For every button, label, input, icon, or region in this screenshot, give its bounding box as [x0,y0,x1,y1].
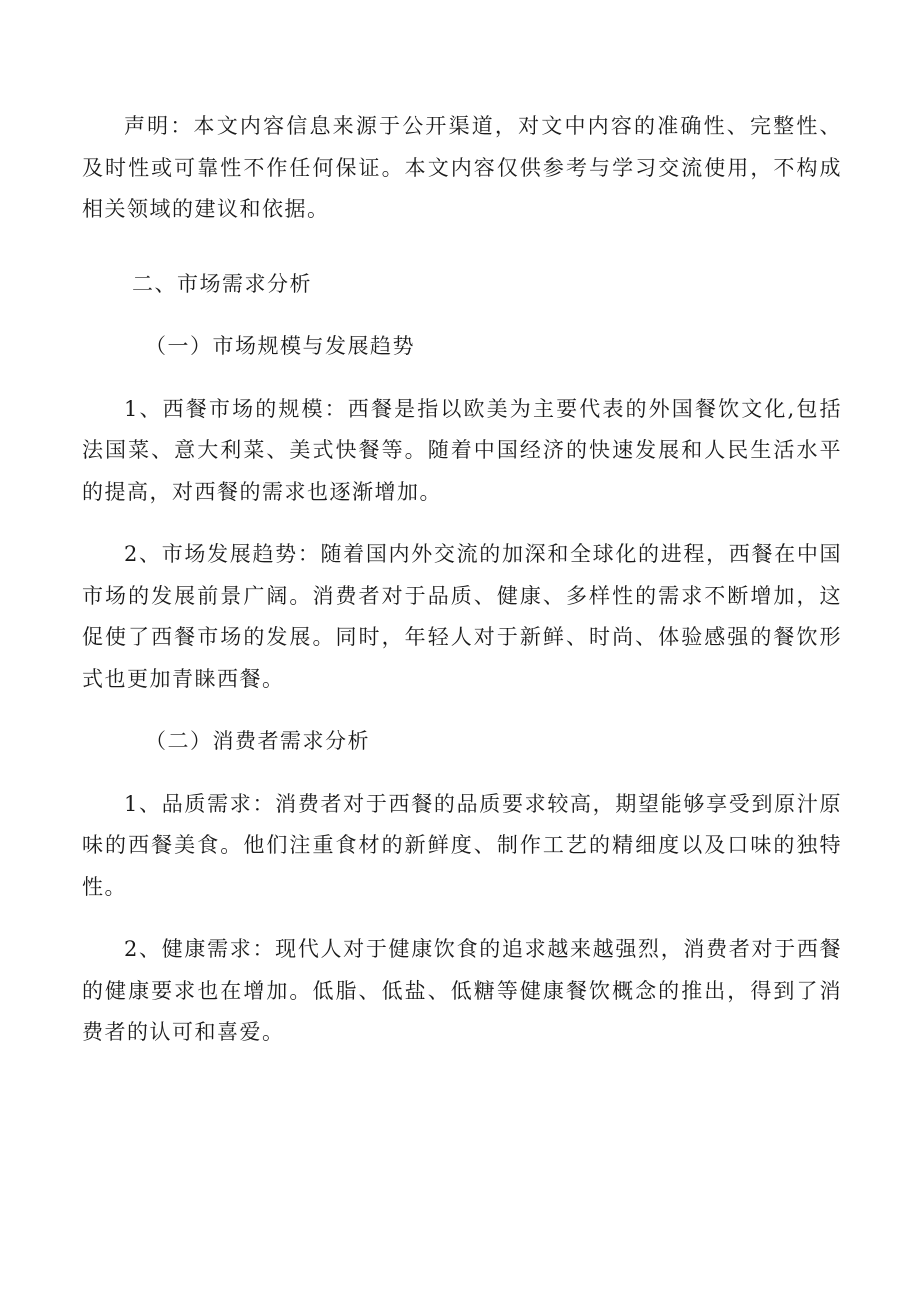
subsection-title-market-scale: （一）市场规模与发展趋势 [145,334,415,358]
paragraph-market-trend: 2、市场发展趋势：随着国内外交流的加深和全球化的进程，西餐在中国市场的发展前景广阔。消费者对于品质、健康、多样性的需求不断增加，这促使了西餐市场的发展。同时，年轻人对于新鲜、时尚、体验感强的餐饮形式也更加青睐西餐。 [82,542,842,691]
section-title: 二、市场需求分析 [132,271,312,296]
document-page [82,106,842,1054]
subsection-title-consumer-demand: （二）消费者需求分析 [145,729,370,753]
paragraph-health-demand: 2、健康需求：现代人对于健康饮食的追求越来越强烈，消费者对于西餐的健康要求也在增加。低脂、低盐、低糖等健康餐饮概念的推出，得到了消费者的认可和喜爱。 [82,937,842,1044]
paragraph-quality-demand: 1、品质需求：消费者对于西餐的品质要求较高，期望能够享受到原汁原味的西餐美食。他们注重食材的新鲜度、制作工艺的精细度以及口味的独特性。 [82,791,842,899]
disclaimer-paragraph: 声明：本文内容信息来源于公开渠道，对文中内容的准确性、完整性、及时性或可靠性不作任何保证。本文内容仅供参考与学习交流使用，不构成相关领域的建议和依据。 [82,114,842,221]
paragraph-market-scale: 1、西餐市场的规模：西餐是指以欧美为主要代表的外国餐饮文化,包括法国菜、意大利菜、美式快餐等。随着中国经济的快速发展和人民生活水平的提高，对西餐的需求也逐渐增加。 [82,396,842,504]
